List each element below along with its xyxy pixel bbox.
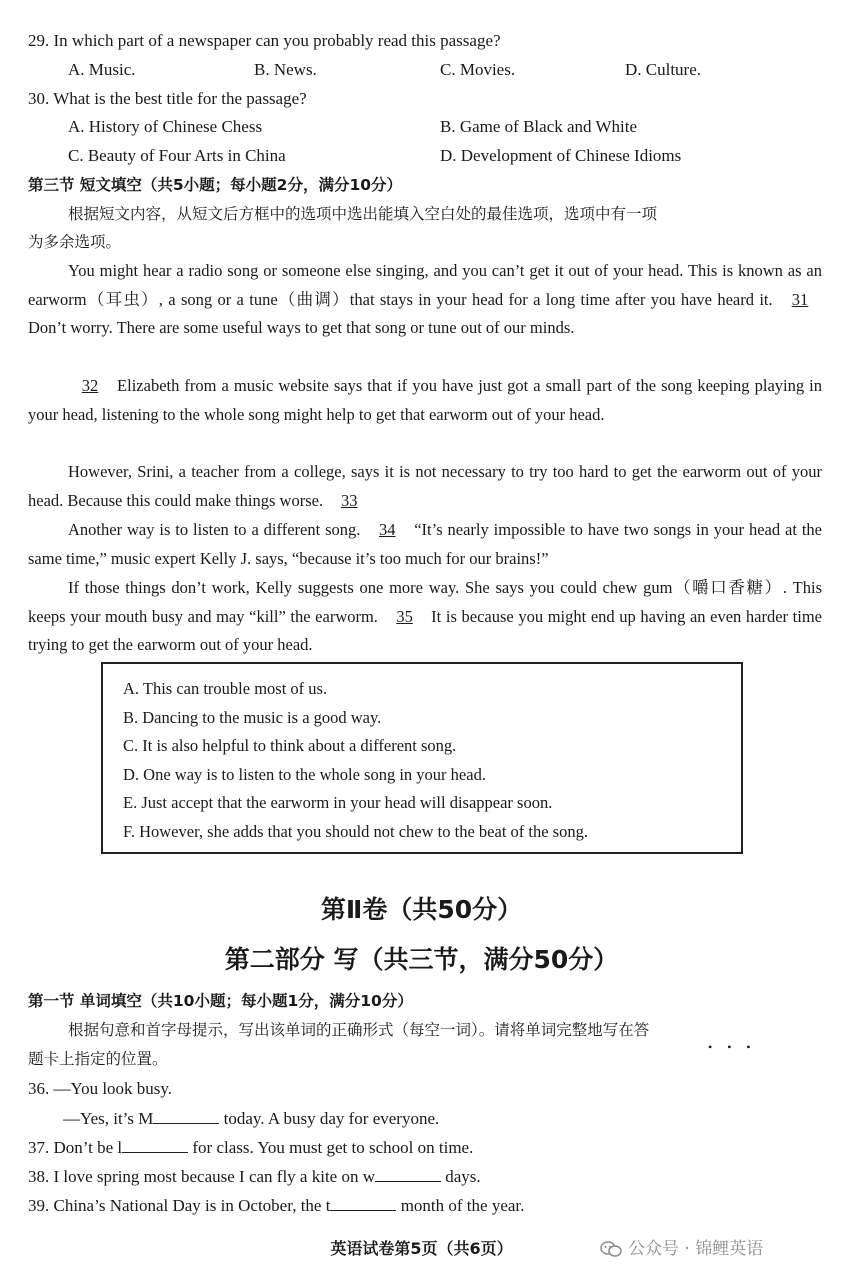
q37-blank bbox=[122, 1136, 188, 1153]
q39: 39. China’s National Day is in October, the t month of the year. bbox=[28, 1196, 525, 1215]
blank-33: 33 bbox=[340, 490, 358, 510]
section3-heading: 第三节 短文填空（共5小题；每小题2分，满分10分） bbox=[28, 176, 403, 194]
box-option-a: A. This can trouble most of us. bbox=[123, 679, 328, 698]
section1-instruction-line1: 根据句意和首字母提示，写出该单词的正确形式（每空一词）。请将单词完整地写在答 bbox=[68, 1021, 650, 1039]
passage-paragraph-2: 32 Elizabeth from a music website says that if you have just got a small part of the song keeping playing in your head, listening to the whole song might help to get that earworm out of your head. bbox=[28, 372, 822, 429]
q30-stem: 30. What is the best title for the passage? bbox=[28, 89, 307, 108]
watermark-text: 公众号 · 锦鲤英语 bbox=[628, 1239, 764, 1259]
passage-paragraph-1: You might hear a radio song or someone else singing, and you can’t get it out of your head. This is known as an earworm（耳虫）, a song or a tune（曲调）that stays in your head for a long time after you have heard it. 31 Don’t worry. There are some useful ways to get that song or tune out of our minds. bbox=[28, 261, 822, 338]
watermark bbox=[600, 1234, 763, 1259]
section1-heading: 第一节 单词填空（共10小题；每小题1分，满分10分） bbox=[28, 992, 413, 1010]
passage-paragraph-3: However, Srini, a teacher from a college, says it is not necessary to try too hard to get the earworm out of your head. Because this could make things worse. 33 bbox=[28, 458, 822, 515]
q39-blank bbox=[330, 1194, 396, 1211]
q37: 37. Don’t be l for class. You must get to school on time. bbox=[28, 1138, 474, 1157]
q29-option-a: A. Music. bbox=[68, 60, 136, 79]
passage-paragraph-4: Another way is to listen to a different song. 34 “It’s nearly impossible to have two songs in your head at the same time,” music expert Kelly J. says, “because it’s too much for our brains!” bbox=[28, 516, 822, 573]
page-footer: 英语试卷第5页（共6页） bbox=[330, 1239, 513, 1258]
q30-option-c: C. Beauty of Four Arts in China bbox=[68, 146, 286, 165]
q29-stem: 29. In which part of a newspaper can you probably read this passage? bbox=[28, 31, 501, 50]
box-option-e: E. Just accept that the earworm in your head will disappear soon. bbox=[123, 793, 553, 812]
blank-31: 31 bbox=[791, 289, 809, 309]
blank-34: 34 bbox=[379, 520, 396, 539]
options-box bbox=[101, 662, 743, 854]
box-option-d: D. One way is to listen to the whole song in your head. bbox=[123, 765, 486, 784]
volume2-title: 第Ⅱ卷（共50分） bbox=[320, 895, 523, 924]
wechat-icon bbox=[600, 1241, 622, 1257]
box-option-b: B. Dancing to the music is a good way. bbox=[123, 708, 382, 727]
q29-option-b: B. News. bbox=[254, 60, 317, 79]
q38-blank bbox=[375, 1165, 441, 1182]
box-option-f: F. However, she adds that you should not chew to the beat of the song. bbox=[123, 822, 588, 841]
q30-option-a: A. History of Chinese Chess bbox=[68, 117, 263, 136]
box-option-c: C. It is also helpful to think about a different song. bbox=[123, 736, 457, 755]
section1-instruction-line2: 题卡上指定的位置。 bbox=[28, 1050, 168, 1068]
section3-instruction-line2: 为多余选项。 bbox=[28, 233, 122, 251]
section3-instruction-line1: 根据短文内容，从短文后方框中的选项中选出能填入空白处的最佳选项，选项中有一项 bbox=[68, 205, 658, 223]
q36-blank bbox=[153, 1107, 219, 1124]
q30-option-b: B. Game of Black and White bbox=[440, 117, 638, 136]
q38: 38. I love spring most because I can fly a kite on w days. bbox=[28, 1167, 481, 1186]
part2-title: 第二部分 写（共三节，满分50分） bbox=[224, 945, 619, 974]
q29-option-c: C. Movies. bbox=[440, 60, 516, 79]
emphasis-dots: • • • bbox=[708, 1040, 751, 1054]
q29-option-d: D. Culture. bbox=[625, 60, 702, 79]
blank-32: 32 bbox=[81, 376, 99, 395]
blank-35: 35 bbox=[396, 606, 413, 626]
q36-line-a: 36. —You look busy. bbox=[28, 1079, 173, 1098]
q30-option-d: D. Development of Chinese Idioms bbox=[440, 146, 682, 165]
passage-paragraph-5: If those things don’t work, Kelly suggests one more way. She says you could chew gum（嚼口香糖）. This keeps your mouth busy and may “kill” the earworm. 35 It is because you might end up having an even harder time trying to get the earworm out of your head. bbox=[28, 578, 823, 655]
q36-line-b: —Yes, it’s M today. A busy day for everyone. bbox=[63, 1109, 440, 1128]
